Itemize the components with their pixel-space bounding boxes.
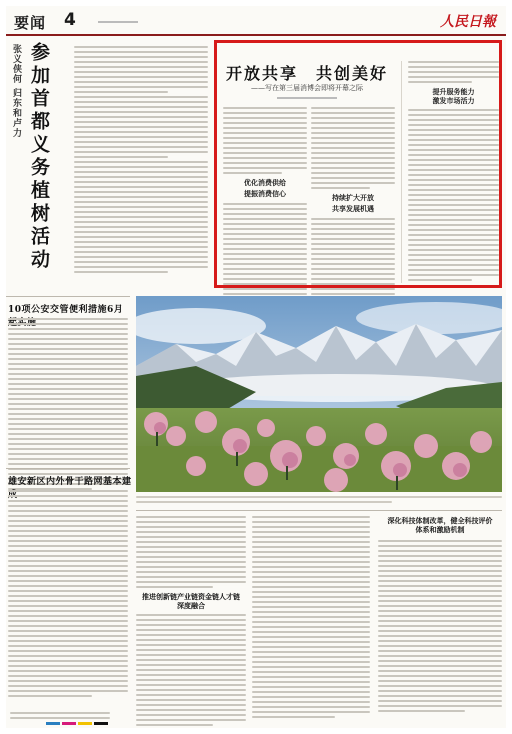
main-feature-title: 开放共享 共创美好: [225, 64, 388, 83]
main-feature-byline: [217, 95, 397, 101]
article-title-xiongan: 雄安新区内外骨干路网基本建: [8, 477, 132, 487]
color-mark: [94, 722, 108, 725]
masthead: [6, 6, 506, 36]
landscape-photo: [136, 296, 502, 492]
left-feature-headline: [6, 38, 72, 288]
color-mark: [46, 722, 60, 725]
main-feature-col2: [311, 107, 395, 303]
masthead-rule: [6, 34, 506, 36]
section-divider: [6, 296, 130, 297]
color-mark: [62, 722, 76, 725]
editor-credits: [10, 712, 128, 722]
section-divider: [6, 468, 130, 469]
bottom-right-body: [378, 540, 502, 715]
main-feature-article: [214, 40, 502, 288]
left-feature-title: 参加首都义务植树活动: [28, 42, 50, 272]
main-feature-col1: [223, 107, 307, 303]
feature-side-subhead: 提升服务能力 激发市场活力: [432, 87, 475, 105]
article-body-xiongan: [8, 490, 128, 700]
newspaper-page: [6, 6, 506, 728]
feature-subhead-1: 优化消费供给: [244, 178, 286, 187]
section-name: 要闻: [14, 14, 47, 32]
photo-caption: [136, 496, 502, 506]
article-title-innovation: 推进创新链产业链资金链人才链 深度融合: [142, 592, 240, 610]
section-divider: [136, 510, 502, 511]
feature-subhead-4: 共享发展机遇: [332, 204, 374, 213]
bottom-center-body: [252, 516, 370, 721]
feature-subhead-2: 提振消费信心: [244, 189, 286, 198]
article-title-traffic: 10项公安交管便利措施6月: [8, 305, 124, 315]
left-feature-kicker: 张义侠何 归东和卢力: [11, 44, 21, 139]
main-feature-sidebar: [401, 61, 499, 283]
color-mark: [78, 722, 92, 725]
newspaper-logo: 人民日報: [440, 14, 496, 30]
left-feature-body: [74, 46, 208, 276]
bottom-left-body: [136, 516, 246, 729]
article-title-tech-reform: 深化科技体制改革，健全科技评价 体系和激励机制: [387, 516, 493, 534]
news-photo: [136, 296, 502, 492]
feature-subhead-3: 持续扩大开放: [332, 193, 374, 202]
main-feature-subtitle: ——写在第三届消博会即将开幕之际: [251, 84, 363, 92]
page-number: 4: [64, 10, 76, 30]
article-body-traffic: [8, 318, 128, 493]
issue-date: [98, 18, 138, 25]
